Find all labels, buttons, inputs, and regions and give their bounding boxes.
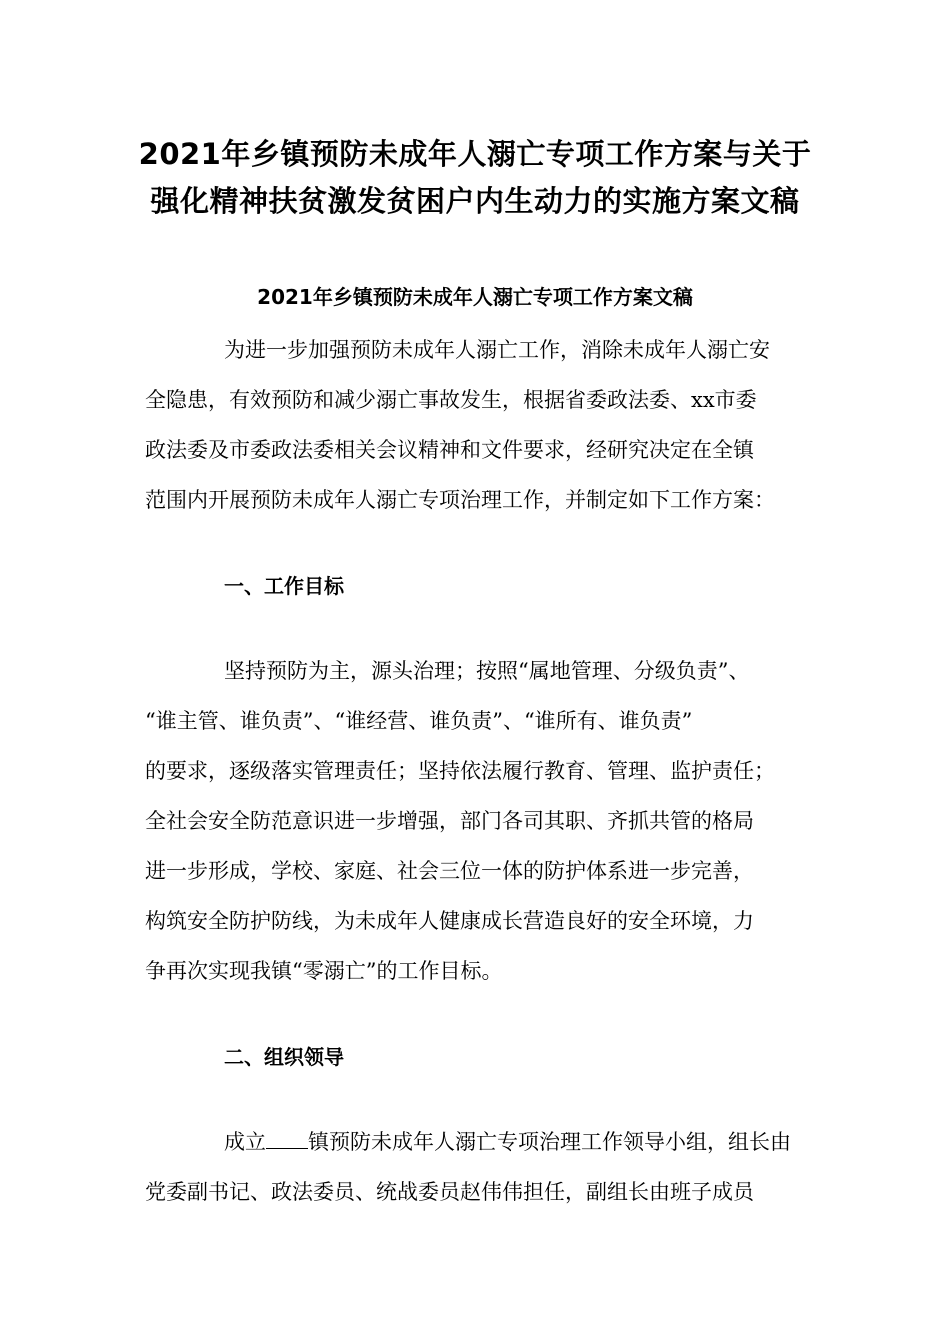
- leadership-line-1-rest: 镇预防未成年人溺亡专项治理工作领导小组，组长由: [308, 1130, 791, 1154]
- section-heading-goals: 一、工作目标: [224, 574, 344, 598]
- goals-line-2: “谁主管、谁负责”、“谁经营、谁负责”、“谁所有、谁负责”: [145, 709, 693, 733]
- intro-line-2: 全隐患，有效预防和减少溺亡事故发生，根据省委政法委、xx市委: [145, 388, 757, 412]
- goals-line-1: 坚持预防为主，源头治理；按照“属地管理、分级负责”、: [224, 659, 750, 683]
- intro-line-1: 为进一步加强预防未成年人溺亡工作，消除未成年人溺亡安: [224, 338, 770, 362]
- leadership-line-2: 党委副书记、政法委员、统战委员赵伟伟担任，副组长由班子成员: [145, 1180, 754, 1204]
- goals-line-7: 争再次实现我镇“零溺亡”的工作目标。: [145, 959, 503, 983]
- section-subtitle: 2021年乡镇预防未成年人溺亡专项工作方案文稿: [257, 285, 693, 309]
- goals-line-4: 全社会安全防范意识进一步增强，部门各司其职、齐抓共管的格局: [145, 809, 754, 833]
- leadership-line-1-start: 成立: [224, 1130, 266, 1154]
- intro-line-4: 范围内开展预防未成年人溺亡专项治理工作，并制定如下工作方案：: [145, 488, 775, 512]
- leadership-line-1: [224, 1126, 824, 1158]
- goals-line-3: 的要求，逐级落实管理责任；坚持依法履行教育、管理、监护责任；: [145, 759, 775, 783]
- fill-in-blank: [266, 1148, 308, 1149]
- goals-line-6: 构筑安全防护防线，为未成年人健康成长营造良好的安全环境，力: [145, 909, 754, 933]
- intro-line-3: 政法委及市委政法委相关会议精神和文件要求，经研究决定在全镇: [145, 438, 754, 462]
- document-title-line-1: 2021年乡镇预防未成年人溺亡专项工作方案与关于: [138, 137, 812, 171]
- document-title-line-2: 强化精神扶贫激发贫困户内生动力的实施方案文稿: [150, 184, 800, 218]
- section-heading-leadership: 二、组织领导: [224, 1045, 344, 1069]
- goals-line-5: 进一步形成，学校、家庭、社会三位一体的防护体系进一步完善，: [145, 859, 754, 883]
